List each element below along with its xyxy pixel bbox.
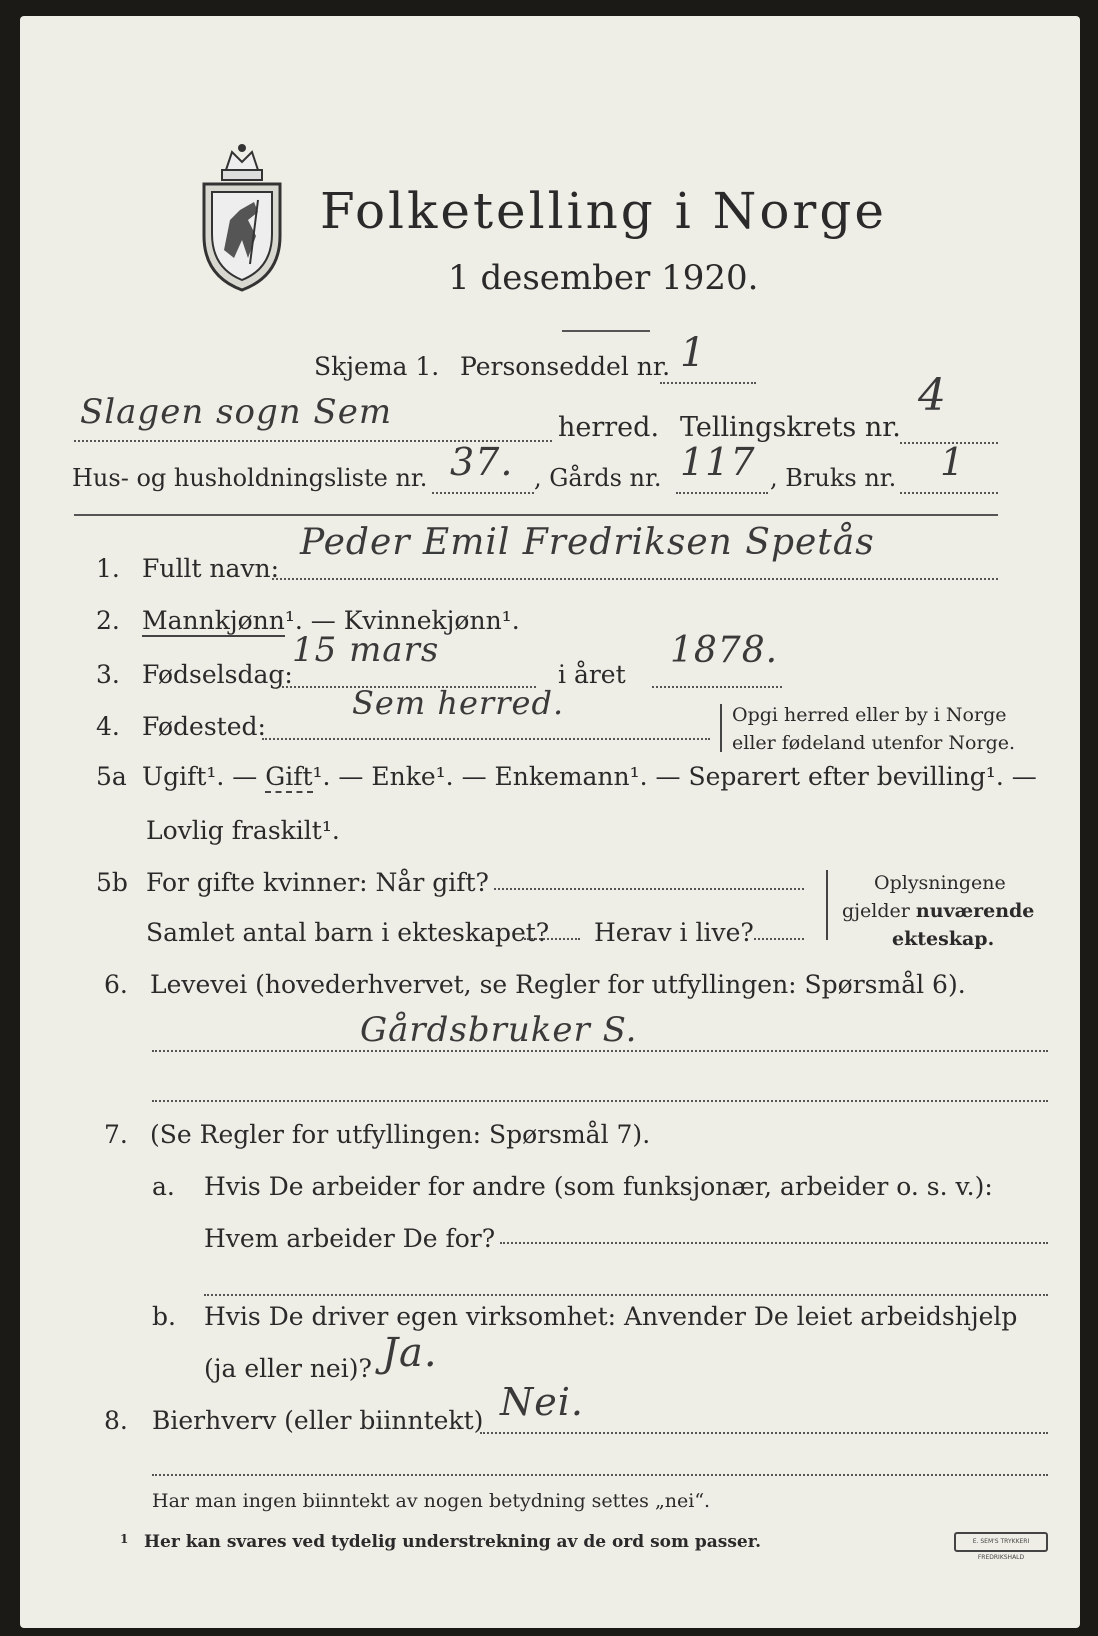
q5b-married-line: [494, 888, 804, 890]
q5b-note-2: [842, 900, 1034, 922]
q8-number: 8.: [104, 1406, 128, 1435]
bruks-value[interactable]: 1: [940, 440, 966, 484]
q2-mann-option[interactable]: Mannkjønn: [142, 606, 285, 635]
printer-stamp: E. SEM'S TRYKKERI FREDRIKSHALD: [954, 1532, 1048, 1552]
q4-number: 4.: [96, 712, 120, 741]
hus-line: [432, 492, 534, 494]
q1-label: Fullt navn:: [142, 554, 280, 583]
q7a-marker: a.: [152, 1172, 175, 1201]
q5b-note-1: Oplysningene: [874, 872, 1006, 894]
q8-extra-line: [152, 1474, 1048, 1476]
q7-label: (Se Regler for utfyllingen: Spørsmål 7).: [150, 1120, 651, 1149]
form-title: Folketelling i Norge: [320, 182, 887, 240]
bruks-line: [900, 492, 998, 494]
q5b-children-line: [524, 938, 580, 940]
q4-note-1: Opgi herred eller by i Norge: [732, 704, 1007, 726]
q5a-gift-option[interactable]: Gift: [265, 762, 313, 791]
hus-label: Hus- og husholdningsliste nr.: [72, 464, 428, 492]
footnote-marker: 1: [120, 1532, 129, 1546]
title-divider: [562, 330, 650, 332]
q4-note-2: eller fødeland utenfor Norge.: [732, 732, 1016, 754]
hus-value[interactable]: 37.: [450, 440, 514, 484]
q5b-alive-line: [754, 938, 804, 940]
q5b-alive-label: Herav i live?: [594, 918, 754, 947]
q3-year-label: i året: [558, 660, 626, 689]
q8-label: Bierhverv (eller biinntekt): [152, 1406, 484, 1435]
q2-kvinne-option[interactable]: Kvinnekjønn¹.: [343, 606, 520, 635]
skjema-label: Skjema 1.: [314, 352, 440, 381]
q3-year-line: [652, 686, 782, 688]
bruks-label: , Bruks nr.: [770, 464, 897, 492]
q4-bracket: [720, 704, 722, 752]
q5b-note-3: ekteskap.: [892, 928, 995, 950]
q3-label: Fødselsdag:: [142, 660, 293, 689]
q5b-children-label: Samlet antal barn i ekteskapet?: [146, 918, 550, 947]
q6-label: Levevei (hovederhvervet, se Regler for utfyllingen: Spørsmål 6).: [150, 970, 966, 999]
q8-line: [480, 1432, 1048, 1434]
q1-value[interactable]: Peder Emil Fredriksen Spetås: [300, 522, 875, 563]
q5a-options: [142, 762, 1037, 791]
q2-separator: ¹. —: [284, 606, 344, 635]
q7a-employer-label: Hvem arbeider De for?: [204, 1224, 496, 1253]
q3-number: 3.: [96, 660, 120, 689]
q5a-number: 5a: [96, 762, 127, 791]
q3-year-value[interactable]: 1878.: [670, 630, 779, 671]
gards-line: [676, 492, 768, 494]
q7a-employer-line: [500, 1242, 1048, 1244]
q7b-janei-label: (ja eller nei)?: [204, 1354, 372, 1383]
coat-of-arms-icon: [196, 140, 288, 292]
q1-line: [272, 578, 998, 580]
q1-number: 1.: [96, 554, 120, 583]
q7b-marker: b.: [152, 1302, 176, 1331]
q7-number: 7.: [104, 1120, 128, 1149]
q3-day-value[interactable]: 15 mars: [292, 630, 440, 670]
q5a-fraskilt[interactable]: Lovlig fraskilt¹.: [146, 816, 340, 845]
gards-label: , Gårds nr.: [534, 464, 662, 492]
q7b-question: Hvis De driver egen virksomhet: Anvender De leiet arbeidshjelp: [204, 1302, 1018, 1331]
personseddel-value[interactable]: 1: [680, 330, 707, 376]
q5a-ugift[interactable]: Ugift¹. —: [142, 762, 266, 791]
header-divider: [74, 514, 998, 516]
q6-value[interactable]: Gårdsbruker S.: [360, 1010, 638, 1050]
q4-label: Fødested:: [142, 712, 266, 741]
tellingskrets-label: Tellingskrets nr.: [680, 412, 901, 443]
gards-value[interactable]: 117: [680, 440, 756, 484]
q7b-value[interactable]: Ja.: [382, 1330, 438, 1376]
q7a-extra-line: [204, 1294, 1048, 1296]
q8-value[interactable]: Nei.: [500, 1380, 584, 1424]
footnote-text: Her kan svares ved tydelig understrekning av de ord som passer.: [144, 1532, 762, 1552]
personseddel-line: [660, 382, 756, 384]
q4-line: [262, 738, 710, 740]
q6-line-2: [152, 1100, 1048, 1102]
q5a-other-options[interactable]: ¹. — Enke¹. — Enkemann¹. — Separert efter bevilling¹. —: [312, 762, 1037, 791]
herred-value[interactable]: Slagen sogn Sem: [80, 392, 393, 432]
q4-value[interactable]: Sem herred.: [352, 684, 565, 722]
q6-line-1: [152, 1050, 1048, 1052]
q5b-line1-label: For gifte kvinner: Når gift?: [146, 868, 489, 897]
q6-number: 6.: [104, 970, 128, 999]
q7a-question: Hvis De arbeider for andre (som funksjonær, arbeider o. s. v.):: [204, 1172, 993, 1201]
q5b-note-2a: gjelder: [842, 900, 916, 922]
q5b-bracket: [826, 870, 828, 940]
herred-label: herred.: [558, 412, 660, 443]
census-date: 1 desember 1920.: [448, 258, 759, 298]
q5b-number: 5b: [96, 868, 128, 897]
biinntekt-note: Har man ingen biinntekt av nogen betydning settes „nei“.: [152, 1490, 711, 1512]
tellingskrets-value[interactable]: 4: [918, 370, 947, 421]
q5b-note-2b: nuværende: [915, 900, 1035, 922]
personseddel-label: Personseddel nr.: [460, 352, 671, 381]
q2-number: 2.: [96, 606, 120, 635]
